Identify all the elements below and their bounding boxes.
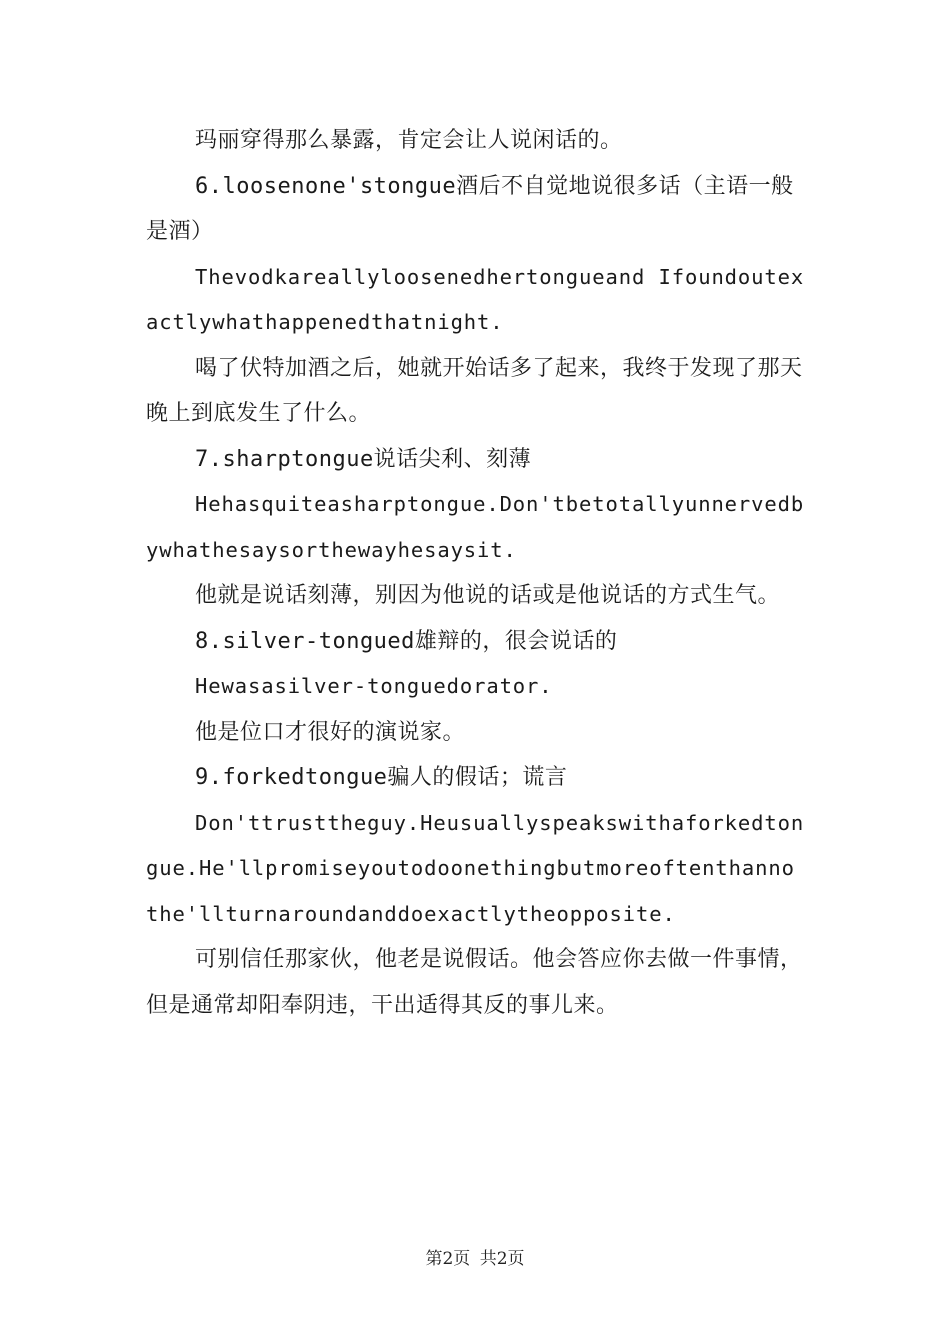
example-sentence-en: Hewasasilver-tonguedorator.: [195, 674, 553, 698]
example-sentence-en: Thevodkareallyloosenedhertongueand Ifoundoutexactlywhathappenedthatnight.: [146, 264, 805, 334]
translation-zh: 喝了伏特加酒之后，她就开始话多了起来，我终于发现了那天晚上到底发生了什么。: [146, 355, 803, 426]
idiom-heading-6: 6.loosenone'stongue酒后不自觉地说很多话（主语一般是酒）: [146, 173, 794, 244]
translation-zh: 他是位口才很好的演说家。: [195, 719, 466, 745]
idiom-heading-7: 7.sharptongue说话尖利、刻薄: [195, 446, 532, 472]
example-sentence-en: Don'ttrusttheguy.Heusuallyspeakswithaforkedtongue.He'llpromiseyoutodoonethingbutmoreoftenthannothe'llturnaroundanddoexactlytheopposite.: [146, 810, 805, 926]
idiom-heading-8: 8.silver-tongued雄辩的，很会说话的: [195, 628, 618, 654]
example-sentence-en: Hehasquiteasharptongue.Don'tbetotallyunnervedbywhathesaysorthewayhesaysit.: [146, 492, 805, 562]
translation-zh: 他就是说话刻薄，别因为他说的话或是他说话的方式生气。: [195, 583, 781, 608]
page-total: 共2页: [479, 1249, 525, 1269]
idiom-heading-9: 9.forkedtongue骗人的假话；谎言: [195, 765, 568, 790]
page-footer: [0, 1244, 950, 1269]
paragraph-zh: 玛丽穿得那么暴露，肯定会让人说闲话的。: [195, 128, 623, 153]
translation-zh: 可别信任那家伙，他老是说假话。他会答应你去做一件事情，但是通常却阳奉阴违，干出适得其反的事儿来。: [146, 947, 803, 1018]
page-number: 第2页: [425, 1249, 471, 1269]
document-body: [146, 118, 808, 1028]
